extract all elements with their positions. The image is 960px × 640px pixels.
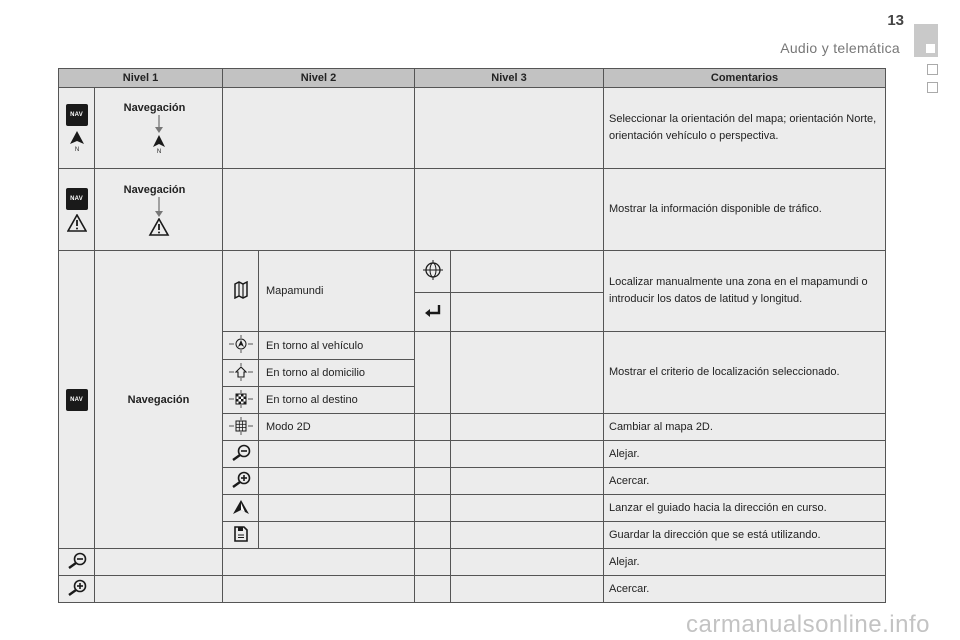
svg-text:N: N [74, 147, 79, 152]
table-row [59, 549, 886, 576]
chapter-tab-box [927, 64, 938, 75]
vehicle-location-icon [228, 335, 254, 353]
header-nivel-3: Nivel 3 [415, 69, 604, 88]
comment-acercar-2: Acercar. [604, 576, 886, 603]
warning-triangle-icon [67, 214, 87, 232]
header-comentarios: Comentarios [604, 69, 886, 88]
nav-level1-label: Navegación [123, 102, 186, 114]
option-modo-2d: Modo 2D [259, 414, 415, 441]
section-title: Audio y telemática [780, 40, 900, 56]
table-row [59, 576, 886, 603]
nav-level1-label: Navegación [127, 393, 190, 406]
home-location-icon [228, 363, 254, 381]
comment-criterio: Mostrar el criterio de localización seleccionado. [604, 332, 886, 414]
grid-2d-icon [228, 417, 254, 435]
comment-guardar: Guardar la dirección que se está utilizando. [604, 522, 886, 549]
zoom-out-icon [66, 552, 88, 570]
guidance-arrow-icon [232, 499, 250, 515]
nav-level1-label: Navegación [123, 183, 186, 196]
nav-button-icon: NAV [66, 188, 88, 210]
north-arrow-icon [151, 134, 167, 154]
arrow-down-icon [154, 114, 164, 134]
enter-return-icon [423, 303, 443, 319]
watermark: carmanualsonline.info [686, 611, 930, 638]
comment-alejar: Alejar. [604, 441, 886, 468]
nav-button-icon: NAV [66, 389, 88, 411]
option-en-torno-destino: En torno al destino [259, 387, 415, 414]
table-row [59, 169, 886, 251]
crosshair-globe-icon [423, 260, 443, 280]
comment-orientation: Seleccionar la orientación del mapa; orientación Norte, orientación vehículo o perspectiva. [604, 88, 886, 169]
option-mapamundi: Mapamundi [259, 251, 415, 332]
menu-table [58, 68, 886, 603]
page-number: 13 [887, 12, 904, 29]
comment-modo-2d: Cambiar al mapa 2D. [604, 414, 886, 441]
chapter-tab-box [927, 82, 938, 93]
zoom-out-icon [230, 444, 252, 462]
zoom-in-icon [66, 579, 88, 597]
north-arrow-icon [67, 130, 87, 152]
comment-acercar: Acercar. [604, 468, 886, 495]
comment-alejar-2: Alejar. [604, 549, 886, 576]
zoom-in-icon [230, 471, 252, 489]
world-map-icon [233, 281, 249, 299]
option-en-torno-domicilio: En torno al domicilio [259, 360, 415, 387]
header-nivel-1: Nivel 1 [59, 69, 223, 88]
save-icon [233, 525, 249, 543]
warning-triangle-icon [148, 218, 170, 236]
comment-lanzar: Lanzar el guiado hacia la dirección en curso. [604, 495, 886, 522]
table-row [59, 88, 886, 169]
svg-text:N: N [156, 149, 161, 154]
option-en-torno-vehiculo: En torno al vehículo [259, 332, 415, 360]
nav-button-icon: NAV [66, 104, 88, 126]
comment-mapamundi: Localizar manualmente una zona en el mapamundi o introducir los datos de latitud y longitud. [604, 251, 886, 332]
chapter-tab-marker [926, 44, 935, 53]
comment-traffic: Mostrar la información disponible de tráfico. [604, 169, 886, 251]
table-row [59, 251, 886, 293]
header-nivel-2: Nivel 2 [223, 69, 415, 88]
arrow-down-icon [154, 196, 164, 218]
destination-flag-icon [228, 390, 254, 408]
